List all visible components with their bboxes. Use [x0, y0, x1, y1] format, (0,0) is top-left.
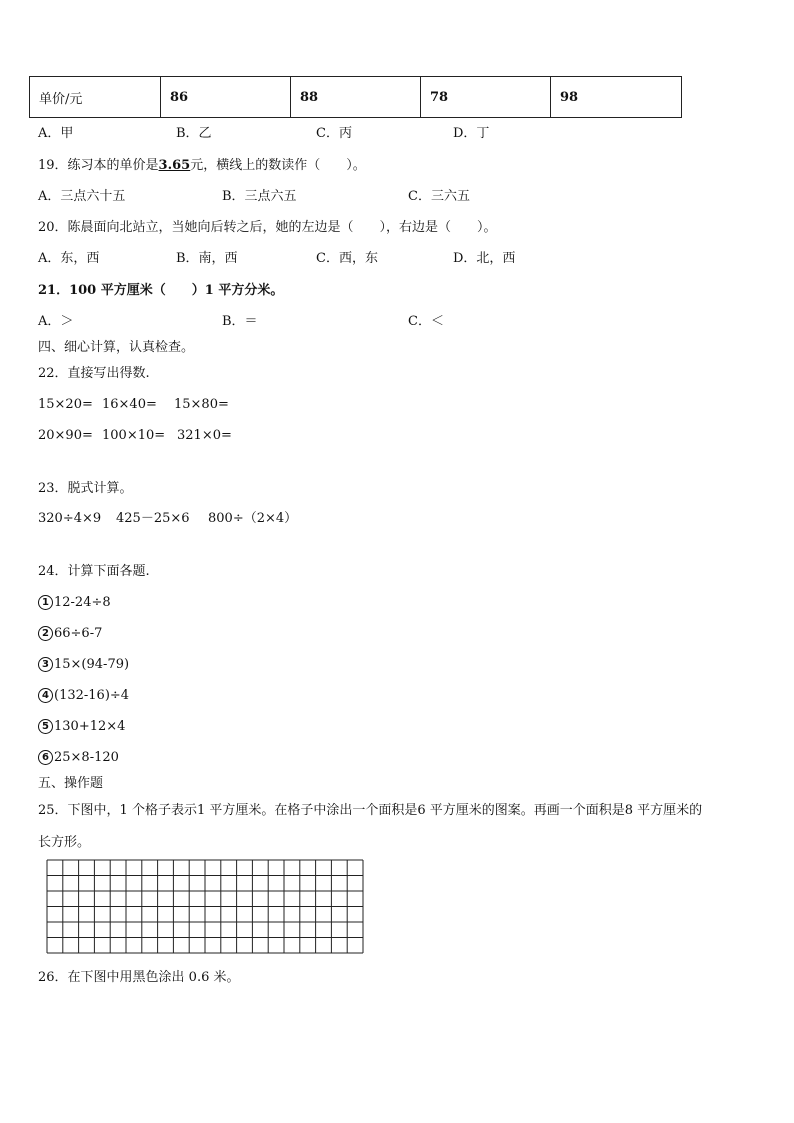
- q20-option-a: A．东，西: [38, 251, 100, 266]
- circled-number-1: 1: [38, 595, 53, 610]
- q22-item: 15×20=: [38, 397, 93, 412]
- q24-item: [38, 657, 129, 673]
- table-cell: 98: [551, 77, 682, 118]
- table-cell-label: 单价/元: [30, 77, 161, 118]
- q22-item: 16×40=: [102, 397, 157, 412]
- table-cell: 88: [291, 77, 421, 118]
- q18-option-c: C．丙: [316, 126, 352, 141]
- q24-expression: 25×8-120: [54, 750, 119, 765]
- q24-expression: 12-24÷8: [54, 595, 111, 610]
- square-grid: [46, 859, 366, 957]
- q19-option-a: A．三点六十五: [38, 189, 126, 204]
- q24-item: [38, 626, 102, 642]
- q20-option-c: C．西，东: [316, 251, 378, 266]
- q20-option-b: B．南，西: [176, 251, 238, 266]
- price-table: [29, 76, 682, 118]
- q24-expression: 15×(94-79): [54, 657, 130, 672]
- q22-item: 321×0=: [177, 428, 232, 443]
- section-heading-4: 四、细心计算，认真检查。: [38, 340, 195, 355]
- q19-prefix: 19．练习本的单价是: [38, 158, 159, 173]
- circled-number-4: 4: [38, 688, 53, 703]
- q18-option-a: A．甲: [38, 126, 74, 141]
- q23-item: 425－25×6: [116, 511, 190, 526]
- q18-option-d: D．丁: [453, 126, 490, 141]
- q24-item: [38, 595, 111, 611]
- q25-question-line1: 25．下图中，1 个格子表示1 平方厘米。在格子中涂出一个面积是6 平方厘米的图案。再画一个面积是8 平方厘米的: [38, 803, 703, 818]
- q23-item: 800÷（2×4）: [208, 511, 298, 526]
- q19-question: [38, 158, 366, 174]
- q23-question: 23．脱式计算。: [38, 481, 133, 496]
- q22-question: 22．直接写出得数.: [38, 366, 150, 381]
- q21-question: 21．100 平方厘米（ ）1 平方分米。: [38, 283, 284, 298]
- q24-item: [38, 688, 129, 704]
- q24-item: [38, 719, 125, 735]
- q24-expression: (132-16)÷4: [54, 688, 130, 703]
- circled-number-5: 5: [38, 719, 53, 734]
- q19-suffix: 元，横线上的数读作（ ）。: [190, 158, 366, 173]
- q22-item: 20×90=: [38, 428, 93, 443]
- table-row: [30, 77, 682, 118]
- q19-option-b: B．三点六五: [222, 189, 297, 204]
- table-cell: 78: [421, 77, 551, 118]
- q24-expression: 130+12×4: [54, 719, 126, 734]
- q24-item: [38, 750, 119, 766]
- q19-underlined-number: 3.65: [158, 158, 191, 173]
- table-cell: 86: [161, 77, 291, 118]
- q21-option-c: C．＜: [408, 314, 444, 329]
- circled-number-3: 3: [38, 657, 53, 672]
- q24-question: 24．计算下面各题.: [38, 564, 150, 579]
- q20-option-d: D．北，西: [453, 251, 516, 266]
- section-heading-5: 五、操作题: [38, 776, 104, 791]
- q22-item: 15×80=: [174, 397, 229, 412]
- q23-item: 320÷4×9: [38, 511, 102, 526]
- circled-number-2: 2: [38, 626, 53, 641]
- q25-question-line2: 长方形。: [38, 835, 91, 850]
- q26-question: 26．在下图中用黑色涂出 0.6 米。: [38, 970, 240, 985]
- q20-question: 20．陈晨面向北站立，当她向后转之后，她的左边是（ ），右边是（ ）。: [38, 220, 497, 235]
- q22-item: 100×10=: [102, 428, 166, 443]
- q18-option-b: B．乙: [176, 126, 212, 141]
- q21-option-a: A．＞: [38, 314, 74, 329]
- q21-option-b: B．＝: [222, 314, 258, 329]
- q24-expression: 66÷6-7: [54, 626, 103, 641]
- circled-number-6: 6: [38, 750, 53, 765]
- q19-option-c: C．三六五: [408, 189, 470, 204]
